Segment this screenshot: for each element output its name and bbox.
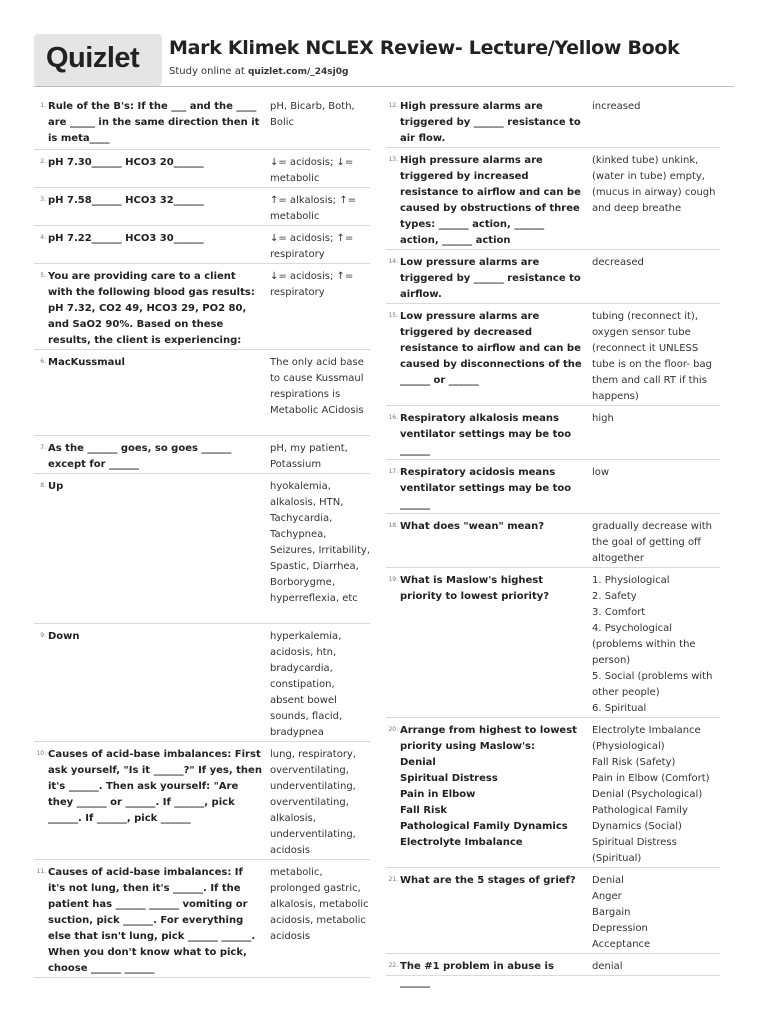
left-column (34, 94, 370, 978)
card-number: 19. (388, 576, 398, 583)
card-number: 16. (388, 414, 398, 421)
card-number: 4. (40, 234, 46, 241)
page-title: Mark Klimek NCLEX Review- Lecture/Yellow Book (169, 37, 680, 59)
card-term: pH 7.58______ HCO3 32______ (48, 195, 204, 206)
flashcard-20 (386, 718, 720, 868)
card-term: What are the 5 stages of grief? (400, 875, 576, 886)
card-definition: denial (592, 961, 623, 972)
card-definition: Denial Anger Bargain Depression Acceptance (592, 875, 651, 950)
flashcard-7 (34, 436, 370, 474)
card-term: The #1 problem in abuse is ______ (400, 961, 554, 988)
card-term: Low pressure alarms are triggered by ______ resistance to airflow. (400, 257, 581, 300)
card-term: You are providing care to a client with the following blood gas results: pH 7.32, CO2 49, HCO3 29, PO2 80, and SaO2 90%. Based on these results, the client is experiencing: (48, 271, 255, 346)
study-url-link[interactable]: quizlet.com/_24sj0g (247, 67, 349, 77)
card-definition: gradually decrease with the goal of getting off altogether (592, 521, 712, 564)
flashcard-15 (386, 304, 720, 406)
card-term: What is Maslow's highest priority to lowest priority? (400, 575, 550, 602)
card-definition: low (592, 467, 610, 478)
flashcard-2 (34, 150, 370, 188)
right-column (386, 94, 720, 988)
header-divider (34, 86, 734, 87)
flashcard-3 (34, 188, 370, 226)
card-number: 2. (40, 158, 46, 165)
card-term: Causes of acid-base imbalances: If it's not lung, then it's ______. If the patient has ______ ______ vomiting or suction, pick ______. For everything else that isn't lung, pick ______ ______. When you don't know what to pick, choose ______ ______ (48, 867, 256, 974)
card-number: 5. (40, 272, 46, 279)
card-definition: ↑= alkalosis; ↑= metabolic (270, 195, 356, 222)
flashcard-22 (386, 954, 720, 988)
card-definition: 1. Physiological 2. Safety 3. Comfort 4. Psychological (problems within the person) 5. Social (problems with other people) 6. Spiritual (592, 575, 713, 714)
card-term: High pressure alarms are triggered by ______ resistance to air flow. (400, 101, 581, 144)
logo-text: Quizlet (46, 42, 140, 74)
card-number: 11. (36, 868, 46, 875)
card-number: 22. (388, 962, 398, 969)
card-number: 15. (388, 312, 398, 319)
card-term: Causes of acid-base imbalances: First ask yourself, "Is it ______?" If yes, then it's ______. Then ask yourself: "Are they ______ or ______. If ______, pick ______. If ______, pick ______ (48, 749, 262, 824)
card-number: 3. (40, 196, 46, 203)
flashcard-18 (386, 514, 720, 568)
flashcard-16 (386, 406, 720, 460)
card-definition: ↓= acidosis; ↑= respiratory (270, 271, 354, 298)
card-definition: pH, Bicarb, Both, Bolic (270, 101, 355, 128)
card-term: Up (48, 481, 64, 492)
flashcard-14 (386, 250, 720, 304)
card-number: 18. (388, 522, 398, 529)
flashcard-5 (34, 264, 370, 350)
card-number: 9. (40, 632, 46, 639)
card-number: 14. (388, 258, 398, 265)
card-number: 12. (388, 102, 398, 109)
card-definition: The only acid base to cause Kussmaul respirations is Metabolic ACidosis (270, 357, 364, 416)
card-definition: lung, respiratory, overventilating, underventilating, overventilating, alkalosis, underventilating, acidosis (270, 749, 357, 856)
card-term: pH 7.30______ HCO3 20______ (48, 157, 204, 168)
header (34, 34, 734, 86)
study-online-line (169, 66, 348, 77)
flashcard-17 (386, 460, 720, 514)
card-definition: hyokalemia, alkalosis, HTN, Tachycardia, Tachypnea, Seizures, Irritability, Spastic, Diarrhea, Borborygme, hyperreflexia, etc (270, 481, 370, 604)
card-number: 7. (40, 444, 46, 451)
flashcard-8 (34, 474, 370, 624)
card-definition: high (592, 413, 614, 424)
card-term: MacKussmaul (48, 357, 125, 368)
card-term: Arrange from highest to lowest priority using Maslow's: Denial Spiritual Distress Pain in Elbow Fall Risk Pathological Family Dynamics Electrolyte Imbalance (400, 725, 577, 848)
flashcard-9 (34, 624, 370, 742)
card-term: As the ______ goes, so goes ______ except for ______ (48, 443, 232, 470)
card-number: 13. (388, 156, 398, 163)
card-number: 17. (388, 468, 398, 475)
card-number: 20. (388, 726, 398, 733)
card-term: pH 7.22______ HCO3 30______ (48, 233, 204, 244)
flashcard-19 (386, 568, 720, 718)
card-definition: (kinked tube) unkink, (water in tube) empty, (mucus in airway) cough and deep breathe (592, 155, 716, 214)
card-definition: decreased (592, 257, 644, 268)
card-number: 6. (40, 358, 46, 365)
flashcard-13 (386, 148, 720, 250)
quizlet-logo[interactable] (34, 34, 162, 86)
card-definition: Electrolyte Imbalance (Physiological) Fall Risk (Safety) Pain in Elbow (Comfort) Denial (Psychological) Pathological Family Dynamics (Social) Spiritual Distress (Spiritual) (592, 725, 710, 864)
card-number: 1. (40, 102, 46, 109)
card-definition: ↓= acidosis; ↓= metabolic (270, 157, 354, 184)
flashcard-10 (34, 742, 370, 860)
flashcard-4 (34, 226, 370, 264)
card-term: High pressure alarms are triggered by increased resistance to airflow and can be caused by obstructions of three types: ______ action, ______ action, ______ action (400, 155, 581, 246)
card-definition: ↓= acidosis; ↑= respiratory (270, 233, 354, 260)
card-term: Rule of the B's: If the ___ and the ____ are _____ in the same direction then it is meta____ (48, 101, 260, 144)
card-definition: hyperkalemia, acidosis, htn, bradycardia, constipation, absent bowel sounds, flacid, bradypnea (270, 631, 343, 738)
card-term: Low pressure alarms are triggered by decreased resistance to airflow and can be caused by disconnections of the ______ or ______ (400, 311, 582, 386)
card-number: 10. (36, 750, 46, 757)
card-term: Respiratory acidosis means ventilator settings may be too ______ (400, 467, 572, 510)
card-term: Down (48, 631, 80, 642)
card-definition: increased (592, 101, 641, 112)
card-definition: pH, my patient, Potassium (270, 443, 348, 470)
flashcard-11 (34, 860, 370, 978)
study-prefix: Study online at (169, 66, 245, 77)
card-definition: tubing (reconnect it), oxygen sensor tube (reconnect it UNLESS tube is on the floor- bag them and call RT if this happens) (592, 311, 712, 402)
flashcard-12 (386, 94, 720, 148)
card-definition: metabolic, prolonged gastric, alkalosis, metabolic acidosis, metabolic acidosis (270, 867, 369, 942)
flashcard-21 (386, 868, 720, 954)
card-number: 21. (388, 876, 398, 883)
card-term: What does "wean" mean? (400, 521, 545, 532)
card-term: Respiratory alkalosis means ventilator settings may be too ______ (400, 413, 572, 456)
flashcard-6 (34, 350, 370, 436)
card-number: 8. (40, 482, 46, 489)
flashcard-1 (34, 94, 370, 150)
